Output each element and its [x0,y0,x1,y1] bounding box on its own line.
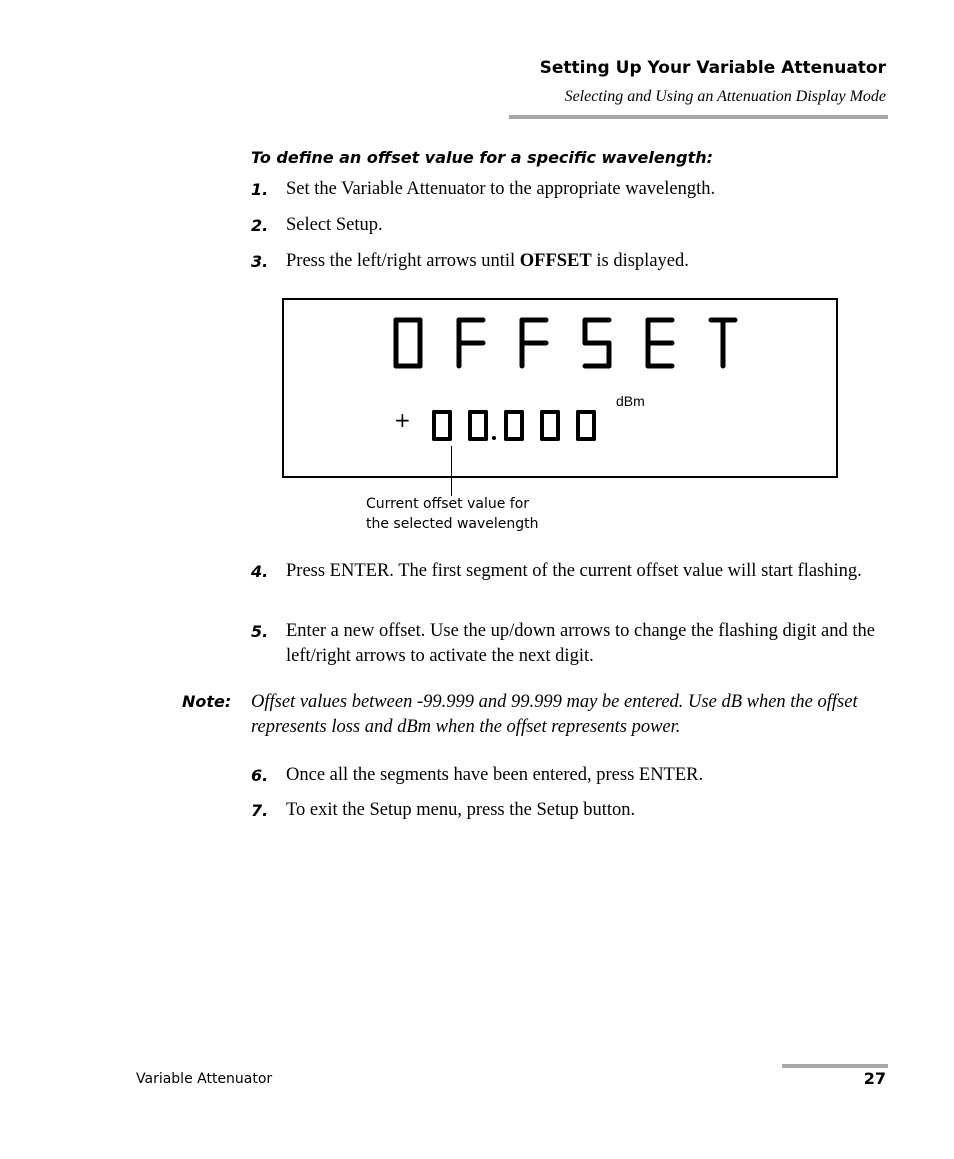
lcd-char [711,320,735,366]
lcd-char [648,320,672,366]
chapter-title: Setting Up Your Variable Attenuator [539,58,886,78]
lcd-display [282,298,838,478]
page-number: 27 [863,1069,886,1088]
lcd-char [434,412,450,439]
lcd-char [542,412,558,439]
display-top-text [396,320,735,366]
step-number: 6. [251,766,269,785]
note-text: Offset values between -99.999 and 99.999 may be entered. Use dB when the offset represents loss and dBm when the offset represents power. [251,692,858,737]
step-number: 7. [251,801,269,820]
step-text: Once all the segments have been entered, press ENTER. [286,765,704,785]
step-text: To exit the Setup menu, press the Setup button. [286,800,636,820]
footer-title: Variable Attenuator [136,1071,273,1087]
note-label: Note: [182,692,232,711]
step-number: 2. [251,216,269,235]
step-text: Press ENTER. The first segment of the current offset value will start flashing. [286,561,862,581]
lcd-char [470,412,486,439]
lcd-char [522,320,546,366]
step-text: Enter a new offset. Use the up/down arrows to change the flashing digit and the left/right arrows to activate the next digit. [286,621,875,666]
display-value [434,412,594,440]
step-number: 5. [251,622,269,641]
callout-line [451,446,452,496]
callout-text: Current offset value for the selected wavelength [366,496,539,532]
lcd-char [578,412,594,439]
display-unit: dBm [616,393,645,409]
offset-keyword: OFFSET [519,251,592,271]
footer-rule [782,1064,888,1068]
display-sign: + [394,408,411,432]
lcd-char [585,320,609,366]
step-text: Set the Variable Attenuator to the appropriate wavelength. [286,179,716,199]
procedure-heading: To define an offset value for a specific wavelength: [251,148,714,167]
section-title: Selecting and Using an Attenuation Display Mode [564,88,886,105]
decimal-point [492,436,496,440]
lcd-char [506,412,522,439]
lcd-char [396,320,420,366]
lcd-segments [284,300,836,476]
header-rule [509,115,888,119]
step-number: 3. [251,252,269,271]
step-text: Select Setup. [286,215,383,235]
step-number: 4. [251,562,269,581]
lcd-char [459,320,483,366]
step-text: Press the left/right arrows until OFFSET is displayed. [286,251,689,271]
step-number: 1. [251,180,269,199]
